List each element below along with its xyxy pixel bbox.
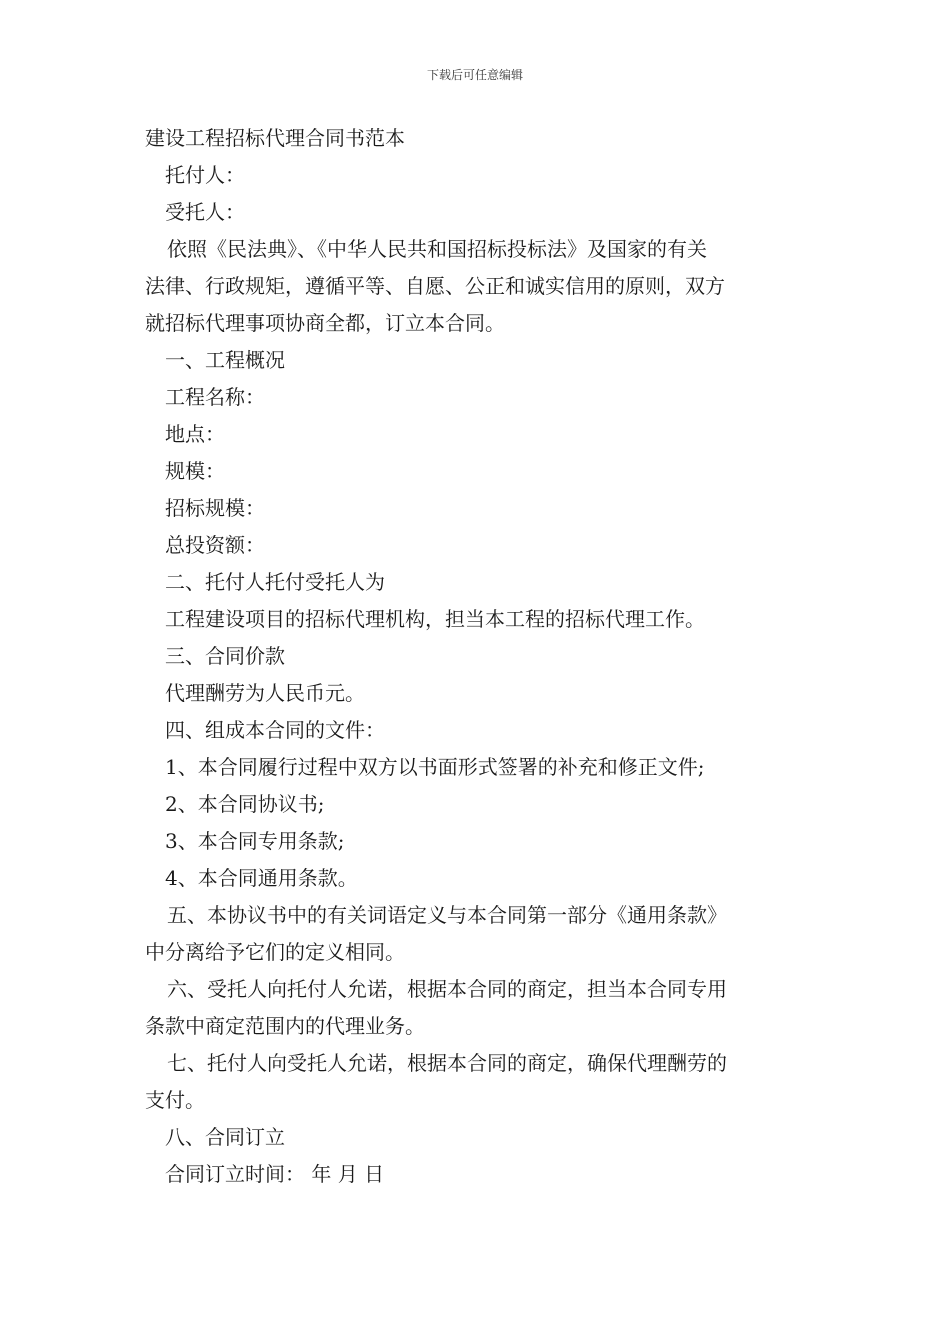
section5-line: 五、本协议书中的有关词语定义与本合同第一部分《通用条款》 bbox=[167, 903, 727, 927]
signing-time-field: 合同订立时间： 年 月 日 bbox=[165, 1162, 385, 1186]
document-body bbox=[145, 120, 810, 1193]
section4-heading: 四、组成本合同的文件： bbox=[165, 718, 385, 742]
doc-list-item: 2、本合同协议书; bbox=[165, 792, 325, 816]
section6-line: 六、受托人向托付人允诺，根据本合同的商定，担当本合同专用 bbox=[167, 977, 727, 1001]
preamble-line: 依照《民法典》、《中华人民共和国招标投标法》及国家的有关 bbox=[167, 237, 707, 261]
section5-line: 中分离给予它们的定义相同。 bbox=[145, 940, 405, 964]
doc-list-item: 3、本合同专用条款; bbox=[165, 829, 345, 853]
preamble-line: 法律、行政规矩，遵循平等、自愿、公正和诚实信用的原则，双方 bbox=[145, 274, 725, 298]
section7-paragraph bbox=[145, 1045, 810, 1119]
page-header: 下载后可任意编辑 bbox=[426, 68, 523, 82]
project-name-label: 工程名称： bbox=[165, 385, 265, 409]
scale-label: 规模： bbox=[165, 459, 225, 483]
document-title: 建设工程招标代理合同书范本 bbox=[145, 126, 405, 150]
preamble-paragraph bbox=[145, 231, 810, 342]
agent-label: 受托人： bbox=[165, 200, 245, 224]
section7-line: 七、托付人向受托人允诺，根据本合同的商定，确保代理酬劳的 bbox=[167, 1051, 727, 1075]
doc-list-item: 4、本合同通用条款。 bbox=[165, 866, 358, 890]
principal-label: 托付人： bbox=[165, 163, 245, 187]
section2-body: 工程建设项目的招标代理机构，担当本工程的招标代理工作。 bbox=[165, 607, 705, 631]
doc-list-item: 1、本合同履行过程中双方以书面形式签署的补充和修正文件; bbox=[165, 755, 705, 779]
section6-line: 条款中商定范围内的代理业务。 bbox=[145, 1014, 425, 1038]
section8-heading: 八、合同订立 bbox=[165, 1125, 285, 1149]
total-investment-label: 总投资额： bbox=[165, 533, 265, 557]
preamble-line: 就招标代理事项协商全都，订立本合同。 bbox=[145, 311, 505, 335]
section6-paragraph bbox=[145, 971, 810, 1045]
location-label: 地点： bbox=[165, 422, 225, 446]
bid-scale-label: 招标规模： bbox=[165, 496, 265, 520]
section3-heading: 三、合同价款 bbox=[165, 644, 285, 668]
section1-heading: 一、工程概况 bbox=[165, 348, 285, 372]
section5-paragraph bbox=[145, 897, 810, 971]
section7-line: 支付。 bbox=[145, 1088, 205, 1112]
section3-body: 代理酬劳为人民币元。 bbox=[165, 681, 365, 705]
section2-heading: 二、托付人托付受托人为 bbox=[165, 570, 385, 594]
